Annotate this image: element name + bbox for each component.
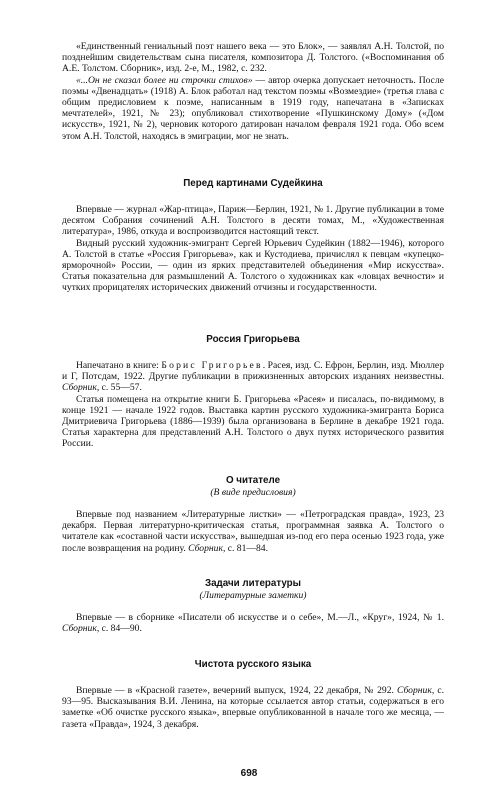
- intro-quote: «...Он не сказал более ни строчки стихов»: [76, 74, 253, 86]
- section-paragraph: [62, 509, 444, 554]
- intro-paragraph-2: [62, 75, 444, 142]
- text-span: Впервые под названием «Литературные листки» — «Петроградская правда», 1923, 23 декабря. Первая литературно-критическая статья, программная заявка А. Толстого о читателе как «составной части искусства», вышедшая из-под его пера осенью 1923 года, уже после возвращения на родину.: [62, 509, 444, 554]
- section-title: Задачи литературы: [204, 578, 302, 589]
- section-sudeikin: [62, 178, 444, 294]
- text-span: . Расея, изд. С. Ефрон, Берлин, изд. Мюллер и Г, Потсдам, 1922. Другие публикации в прижизненных авторских изданиях неизвестны.: [62, 360, 444, 383]
- section-paragraph: Впервые — журнал «Жар-птица», Париж—Берлин, 1921, № 1. Другие публикации в томе десятом Собрания сочинений А.Н. Толстого в десяти томах, М., «Художественная литература», 1986, откуда и воспроизводится настоящий текст.: [62, 204, 444, 238]
- section-subtitle: (Литературные заметки): [199, 590, 307, 601]
- section-reader: [62, 475, 444, 554]
- intro-paragraph-2-text: — автор очерка допускает неточность. После поэмы «Двенадцать» (1918) А. Блок работал над текстом поэмы «Возмездие» (третья глава с общим предисловием к поэме, написанным в 1919 году, напечатана в «Записках мечтателей», 1921, № 23); опубликовал стихотворение «Пушкинскому Дому» («Дом искусств», 1921, № 2), черновик которого датирован началом февраля 1921 года. Обо всем этом А.Н. Толстой, находясь в эмиграции, мог не знать.: [62, 74, 444, 142]
- section-title: О читателе: [225, 475, 281, 486]
- source-title: Сборник: [188, 542, 223, 554]
- page-number: 698: [240, 768, 258, 779]
- section-title: Чистота русского языка: [194, 659, 312, 670]
- section-subtitle: (В виде предисловия): [210, 487, 296, 498]
- text-span: , с. 93—95. Высказывания В.И. Ленина, на которые ссылается автор статьи, содержаться в его заметке «Об очистке русского языка», впервые опубликованной в начале того же месяца, — газета «Правда», 1924, 3 декабря.: [62, 685, 444, 730]
- source-title: Сборник: [62, 623, 97, 635]
- text-span: , с. 81—84.: [222, 542, 268, 554]
- section-language-purity: [62, 659, 444, 730]
- section-title: Перед картинами Судейкина: [183, 178, 323, 189]
- intro-paragraph-1: «Единственный гениальный поэт нашего века — это Блок», — заявлял А.Н. Толстой, по позднейшим свидетельствам сына писателя, композитора Д. Толстого. («Воспоминания об А.Е. Толстом. Сборник», изд. 2-е, М., 1982, с. 232.: [62, 41, 444, 75]
- section-grigoriev: [62, 334, 444, 450]
- text-span: Впервые — в «Красной газете», вечерний выпуск, 1924, 22 декабря, № 292.: [76, 685, 397, 696]
- section-paragraph: [62, 685, 444, 730]
- section-literature-tasks: [62, 578, 444, 634]
- text-span: Впервые — в сборнике «Писатели об искусстве и о себе», М.—Л., «Круг», 1924, № 1.: [76, 612, 444, 623]
- source-title: Сборник: [397, 685, 432, 696]
- author-name: Борис Григорьев: [161, 360, 263, 371]
- text-span: , с. 84—90.: [96, 623, 142, 635]
- intro-notes: [62, 41, 444, 142]
- section-paragraph: Видный русский художник-эмигрант Сергей Юрьевич Судейкин (1882—1946), которого А. Толстой в статье «Россия Григорьева», как и Кустодиева, причислял к певцам «купецко-ярморочной» России, — один из ярких представителей объединения «Мир искусства». Статья показательна для размышлений А. Толстого о художниках как «ловцах вечности» и чутких прорицателях исторических движений отчизны и государственности.: [62, 237, 444, 294]
- text-span: Напечатано в книге:: [76, 360, 162, 371]
- text-span: , с. 55—57.: [96, 382, 142, 394]
- section-paragraph: Статья помещена на открытие книги Б. Григорьева «Расея» и писалась, по-видимому, в конце 1921 — начале 1922 годов. Выставка картин русского художника-эмигранта Бориса Дмитриевича Григорьева (1886—1939) была организована в Берлине в декабре 1921 года. Статья характерна для представлений А.Н. Толстого о двух путях исторического развития России.: [62, 393, 444, 450]
- section-paragraph: [62, 612, 444, 634]
- section-title: Россия Григорьева: [206, 334, 300, 345]
- source-title: Сборник: [62, 382, 97, 394]
- section-paragraph: [62, 360, 444, 394]
